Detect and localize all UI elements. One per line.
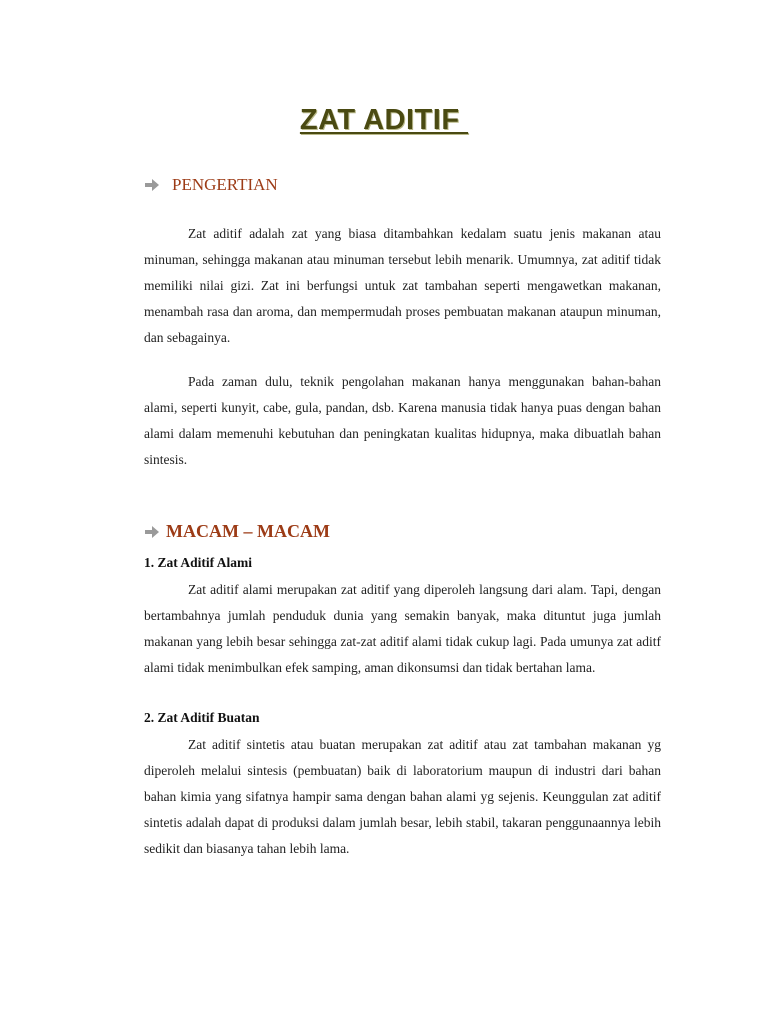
paragraph: Zat aditif adalah zat yang biasa ditambahkan kedalam suatu jenis makanan atau minuman, sehingga makanan atau minuman tersebut lebih menarik. Umumnya, zat aditif tidak memiliki nilai gizi. Zat ini berfungsi untuk zat tambahan seperti mengawetkan makanan, menambah rasa dan aroma, dan mempermudah proses pembuatan makanan ataupun minuman, dan sebagainya.	[144, 226, 661, 345]
document-title	[0, 104, 768, 137]
document-title-text: ZAT ADITIF	[299, 104, 469, 136]
subheading-zat-aditif-buatan: 2. Zat Aditif Buatan	[144, 710, 260, 725]
paragraph: Zat aditif sintetis atau buatan merupakan zat aditif atau zat tambahan makanan yg diperoleh melalui sintesis (pembuatan) baik di laboratorium maupun di industri dari bahan bahan kimia yang sifatnya hampir sama dengan bahan alami yg sejenis. Keunggulan zat aditif sintetis adalah dapat di produksi dalam jumlah besar, lebih stabil, takaran penggunaannya lebih sedikit dan biasanya tahan lebih lama.	[144, 737, 661, 856]
section-heading-macam	[144, 521, 330, 542]
section-heading-text: MACAM – MACAM	[166, 521, 330, 541]
right-arrow-icon	[144, 177, 160, 193]
paragraph: Zat aditif alami merupakan zat aditif yang diperoleh langsung dari alam. Tapi, dengan bertambahnya jumlah penduduk dunia yang semakin banyak, maka dituntut juga jumlah makanan yang lebih besar sehingga zat-zat aditif alami tidak cukup lagi. Pada umunya zat aditf alami tidak menimbulkan efek samping, aman dikonsumsi dan tidak bertahan lama.	[144, 582, 661, 675]
subheading-zat-aditif-alami: 1. Zat Aditif Alami	[144, 555, 253, 570]
section-heading-pengertian	[144, 175, 278, 195]
right-arrow-icon	[144, 524, 160, 540]
paragraph: Pada zaman dulu, teknik pengolahan makanan hanya menggunakan bahan-bahan alami, seperti kunyit, cabe, gula, pandan, dsb. Karena manusia tidak hanya puas dengan bahan alami dalam memenuhi kebutuhan dan peningkatan kualitas hidupnya, maka dibuatlah bahan sintesis.	[144, 374, 661, 467]
section-heading-text: PENGERTIAN	[172, 175, 278, 194]
